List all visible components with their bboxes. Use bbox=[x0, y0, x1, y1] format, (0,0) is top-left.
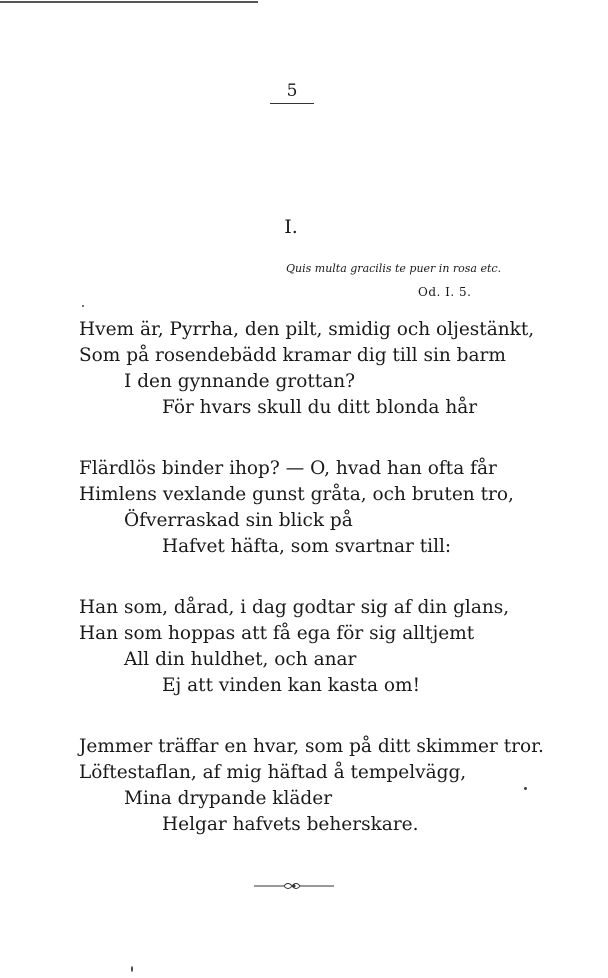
ornament-divider bbox=[254, 880, 334, 892]
print-speck bbox=[82, 305, 84, 307]
poem-line: I den gynnande grottan? bbox=[124, 371, 356, 392]
poem-number: I. bbox=[284, 216, 298, 238]
poem-line: Jemmer träffar en hvar, som på ditt skimmer tror. bbox=[79, 736, 544, 757]
poem-line: Helgar hafvets beherskare. bbox=[162, 814, 419, 835]
top-rule bbox=[0, 1, 258, 3]
poem-line: Himlens vexlande gunst gråta, och bruten tro, bbox=[79, 484, 514, 505]
page-number-rule bbox=[270, 103, 314, 104]
poem-line: Flärdlös binder ihop? — O, hvad han ofta får bbox=[79, 458, 497, 479]
print-speck bbox=[524, 787, 527, 790]
poem-line: Löftestaflan, af mig häftad å tempelvägg, bbox=[79, 762, 467, 783]
poem-line: Öfverraskad sin blick på bbox=[124, 510, 353, 531]
poem-line: Hafvet häfta, som svartnar till: bbox=[162, 536, 452, 557]
poem-line: Han som, dårad, i dag godtar sig af din glans, bbox=[79, 597, 510, 618]
page-number: 5 bbox=[286, 81, 298, 101]
epigraph-quote: Quis multa gracilis te puer in rosa etc. bbox=[286, 262, 502, 275]
poem-line: Som på rosendebädd kramar dig till sin barm bbox=[79, 345, 506, 366]
poem-line: Mina drypande kläder bbox=[124, 788, 333, 809]
poem-line: För hvars skull du ditt blonda hår bbox=[162, 397, 478, 418]
print-speck bbox=[131, 966, 133, 972]
poem-line: All din huldhet, och anar bbox=[124, 649, 357, 670]
poem-line: Hvem är, Pyrrha, den pilt, smidig och oljestänkt, bbox=[79, 319, 535, 340]
epigraph-reference: Od. I. 5. bbox=[418, 285, 472, 299]
poem-line: Han som hoppas att få ega för sig alltjemt bbox=[79, 623, 475, 644]
poem-line: Ej att vinden kan kasta om! bbox=[162, 675, 420, 696]
